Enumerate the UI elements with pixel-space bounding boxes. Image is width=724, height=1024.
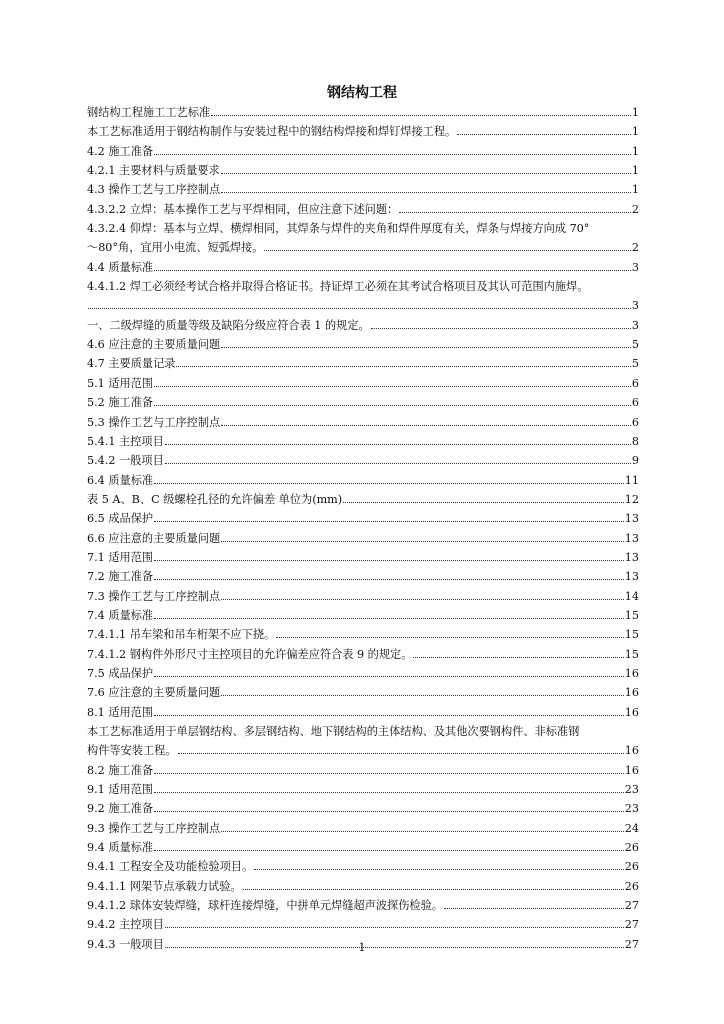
toc-entry[interactable] (87, 780, 639, 799)
toc-leader-dots (154, 773, 624, 774)
toc-entry[interactable] (87, 335, 639, 354)
toc-entry-title: 4.7 主要质量记录 (87, 357, 176, 371)
toc-entry-page: 15 (624, 628, 639, 642)
toc-entry[interactable] (87, 838, 639, 857)
toc-entry-page: 27 (624, 899, 639, 913)
toc-entry-page: 1 (631, 106, 639, 119)
toc-entry-title: 4.4 质量标准 (87, 260, 154, 274)
page-number: 1 (358, 941, 366, 954)
toc-entry-page: 3 (631, 318, 639, 332)
toc-leader-dots (176, 366, 630, 367)
toc-entry-page: 2 (631, 241, 639, 255)
toc-leader-dots (243, 889, 624, 890)
toc-entry[interactable] (87, 857, 639, 876)
toc-leader-dots (154, 676, 624, 677)
toc-entry-title: 4.3.2.4 仰焊：基本与立焊、横焊相同，其焊条与焊件的夹角和焊件厚度有关，焊条与焊接方向成 70° (87, 222, 590, 236)
toc-entry[interactable] (87, 761, 639, 780)
toc-entry-page: 16 (624, 763, 639, 777)
toc-entry-title: 6.4 质量标准 (87, 473, 154, 487)
toc-leader-dots (154, 811, 624, 812)
toc-entry[interactable] (87, 509, 639, 528)
toc-leader-dots (221, 347, 631, 348)
toc-entry-title: 构件等安装工程。 (87, 744, 177, 758)
toc-entry-title: 7.1 适用范围 (87, 550, 154, 564)
toc-entry-page: 1 (631, 125, 639, 139)
toc-entry[interactable] (87, 625, 639, 644)
toc-entry-title: 9.4.1 工程安全及功能检验项目。 (87, 860, 254, 874)
toc-entry[interactable] (87, 529, 639, 548)
toc-leader-dots (221, 192, 631, 193)
toc-entry[interactable] (87, 354, 639, 373)
toc-entry-page: 1 (631, 183, 639, 197)
toc-entry-title: 8.1 适用范围 (87, 705, 154, 719)
toc-entry-title: 7.6 应注意的主要质量问题 (87, 686, 221, 700)
toc-entry[interactable] (87, 877, 639, 896)
toc-leader-dots (154, 560, 624, 561)
toc-entry-title: 7.3 操作工艺与工序控制点 (87, 589, 221, 603)
toc-entry[interactable] (87, 741, 639, 760)
toc-leader-dots (221, 831, 624, 832)
toc-leader-dots (165, 463, 631, 464)
toc-entry-title: 4.4.1.2 焊工必须经考试合格并取得合格证书。持证焊工必须在其考试合格项目及其认可范围内施焊。 (87, 280, 589, 294)
toc-entry[interactable] (87, 451, 639, 470)
toc-entry[interactable] (87, 200, 639, 219)
toc-leader-dots (343, 502, 624, 503)
toc-entry[interactable] (87, 393, 639, 412)
toc-entry-page: 15 (624, 647, 639, 661)
toc-entry-title: ～80°角，宜用小电流、短弧焊接。 (87, 241, 264, 255)
toc-entry-title: 9.4.3 一般项目 (87, 937, 164, 951)
toc-entry-title: 9.4.2 主控项目 (87, 918, 164, 932)
toc-leader-dots (154, 270, 631, 271)
toc-entry-page: 16 (624, 705, 639, 719)
toc-entry-page: 5 (631, 357, 639, 371)
toc-entry[interactable] (87, 103, 639, 122)
toc-entry-page: 26 (624, 860, 639, 874)
toc-entry-title: 本工艺标准适用于单层钢结构、多层钢结构、地下钢结构的主体结构、及其他次要钢构件、非标准钢 (87, 725, 580, 738)
toc-entry-title: 4.6 应注意的主要质量问题 (87, 338, 221, 352)
toc-leader-dots (399, 212, 631, 213)
toc-entry-title: 4.3.2.2 立焊：基本操作工艺与平焊相同，但应注意下述问题： (87, 202, 399, 216)
toc-entry-page: 3 (631, 260, 639, 274)
toc-entry-page: 12 (624, 492, 639, 506)
toc-entry-title: 5.1 适用范围 (87, 376, 154, 390)
table-of-contents (87, 103, 639, 954)
toc-entry-page: 23 (624, 802, 639, 816)
toc-entry-title: 9.4.1.2 球体安装焊缝，球杆连接焊缝，中拼单元焊缝超声波探伤检验。 (87, 899, 443, 913)
toc-entry[interactable] (87, 683, 639, 702)
toc-leader-dots (154, 386, 631, 387)
document-title: 钢结构工程 (327, 85, 397, 101)
toc-leader-dots (178, 753, 624, 754)
toc-entry-title: 5.2 施工准备 (87, 396, 154, 410)
toc-entry[interactable] (87, 432, 639, 451)
toc-entry-title: 钢结构工程施工工艺标准 (87, 106, 211, 119)
toc-entry-title: 8.2 施工准备 (87, 763, 154, 777)
toc-leader-dots (154, 579, 624, 580)
toc-entry-title: 7.5 成品保护 (87, 666, 154, 680)
toc-entry[interactable] (87, 374, 639, 393)
toc-leader-dots (154, 521, 624, 522)
toc-entry-page: 13 (624, 512, 639, 526)
toc-entry-page: 23 (624, 783, 639, 797)
toc-leader-dots (221, 173, 631, 174)
toc-entry-page: 13 (624, 531, 639, 545)
toc-leader-dots (221, 695, 624, 696)
toc-entry[interactable] (87, 896, 639, 915)
toc-entry-title: 9.3 操作工艺与工序控制点 (87, 821, 221, 835)
toc-entry[interactable] (87, 258, 639, 277)
toc-entry-page: 27 (624, 918, 639, 932)
toc-entry-title: 9.4 质量标准 (87, 841, 154, 855)
toc-leader-dots (371, 328, 631, 329)
toc-entry-page: 14 (624, 589, 639, 603)
toc-entry-page: 16 (624, 686, 639, 700)
toc-entry-title: 9.1 适用范围 (87, 783, 154, 797)
toc-entry[interactable] (87, 471, 639, 490)
toc-entry[interactable] (87, 142, 639, 161)
toc-entry-title: 7.2 施工准备 (87, 570, 154, 584)
toc-leader-dots (221, 425, 631, 426)
toc-entry-page: 3 (631, 299, 639, 313)
toc-entry-page: 6 (631, 396, 639, 410)
toc-entry[interactable] (87, 161, 639, 180)
toc-entry-title: 一、二级焊缝的质量等级及缺陷分级应符合表 1 的规定。 (87, 318, 370, 332)
toc-leader-dots (254, 869, 623, 870)
toc-entry-title: 9.4.1.1 网架节点承载力试验。 (87, 879, 242, 893)
toc-leader-dots (154, 715, 624, 716)
toc-entry[interactable] (87, 664, 639, 683)
toc-leader-dots (264, 250, 630, 251)
toc-entry[interactable] (87, 606, 639, 625)
toc-entry-page: 9 (631, 454, 639, 468)
toc-entry-title: 本工艺标准适用于钢结构制作与安装过程中的钢结构焊接和焊钉焊接工程。 (87, 125, 457, 139)
toc-entry[interactable] (87, 819, 639, 838)
toc-entry-page: 5 (631, 338, 639, 352)
toc-entry-title: 表 5 A、B、C 级螺栓孔径的允许偏差 单位为(mm) (87, 492, 343, 506)
toc-entry[interactable] (87, 219, 639, 238)
toc-entry-title: 6.5 成品保护 (87, 512, 154, 526)
toc-entry[interactable] (87, 722, 639, 741)
toc-entry-title: 6.6 应注意的主要质量问题 (87, 531, 221, 545)
toc-leader-dots (154, 792, 624, 793)
toc-entry[interactable] (87, 413, 639, 432)
toc-entry-page: 13 (624, 570, 639, 584)
toc-leader-dots (413, 657, 623, 658)
toc-entry[interactable] (87, 277, 639, 296)
toc-entry[interactable] (87, 238, 639, 257)
toc-entry-title: 7.4.1.2 钢构件外形尺寸主控项目的允许偏差应符合表 9 的规定。 (87, 647, 413, 661)
toc-leader-dots (221, 599, 624, 600)
toc-leader-dots (154, 405, 631, 406)
toc-entry[interactable] (87, 548, 639, 567)
toc-leader-dots (444, 908, 624, 909)
toc-entry-page: 24 (624, 821, 639, 835)
toc-entry-title: 9.2 施工准备 (87, 802, 154, 816)
toc-leader-dots (88, 308, 631, 309)
toc-entry-page: 26 (624, 841, 639, 855)
toc-leader-dots (154, 483, 624, 484)
toc-entry[interactable] (87, 645, 639, 664)
toc-entry-page: 16 (624, 666, 639, 680)
toc-leader-dots (276, 637, 624, 638)
toc-entry-page: 11 (624, 473, 639, 487)
toc-leader-dots (154, 154, 631, 155)
toc-entry[interactable] (87, 296, 639, 315)
toc-entry-title: 5.4.2 一般项目 (87, 454, 164, 468)
toc-entry-page: 15 (624, 608, 639, 622)
toc-entry-title: 5.3 操作工艺与工序控制点 (87, 415, 221, 429)
toc-entry[interactable] (87, 915, 639, 934)
toc-leader-dots (221, 541, 624, 542)
toc-entry-page: 1 (631, 164, 639, 178)
toc-entry-page: 8 (631, 434, 639, 448)
toc-entry[interactable] (87, 316, 639, 335)
toc-entry-page: 6 (631, 415, 639, 429)
toc-entry[interactable] (87, 587, 639, 606)
toc-entry[interactable] (87, 180, 639, 199)
toc-leader-dots (154, 618, 624, 619)
toc-entry-page: 1 (631, 144, 639, 158)
toc-leader-dots (165, 444, 631, 445)
toc-entry[interactable] (87, 567, 639, 586)
toc-entry-title: 4.2 施工准备 (87, 144, 154, 158)
toc-entry-title: 4.2.1 主要材料与质量要求 (87, 164, 220, 178)
toc-leader-dots (165, 927, 624, 928)
toc-entry[interactable] (87, 703, 639, 722)
toc-leader-dots (457, 134, 631, 135)
toc-entry-page: 27 (624, 937, 639, 951)
toc-entry[interactable] (87, 799, 639, 818)
toc-entry-title: 7.4 质量标准 (87, 608, 154, 622)
toc-entry[interactable] (87, 490, 639, 509)
toc-entry-page: 2 (631, 202, 639, 216)
toc-entry-page: 16 (624, 744, 639, 758)
toc-entry-page: 6 (631, 376, 639, 390)
toc-entry-page: 13 (624, 550, 639, 564)
toc-entry-title: 5.4.1 主控项目 (87, 434, 164, 448)
toc-entry-title: 7.4.1.1 吊车梁和吊车桁架不应下挠。 (87, 628, 276, 642)
toc-leader-dots (154, 850, 624, 851)
toc-leader-dots (211, 115, 631, 116)
toc-entry[interactable] (87, 122, 639, 141)
toc-entry-page: 26 (624, 879, 639, 893)
toc-entry-title: 4.3 操作工艺与工序控制点 (87, 183, 221, 197)
